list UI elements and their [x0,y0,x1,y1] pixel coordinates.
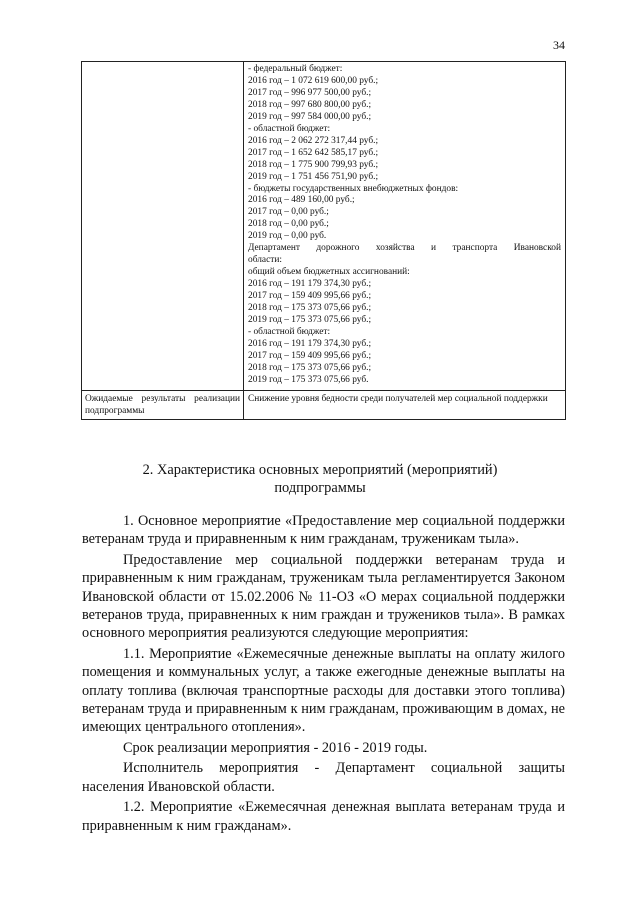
budget-line: 2017 год – 159 409 995,66 руб.; [248,291,372,302]
budget-line: - федеральный бюджет: [248,64,343,74]
expected-results-label-text: Ожидаемые результаты реализации подпрограммы [85,393,240,416]
budget-line: - бюджеты государственных внебюджетных фондов: [248,183,459,194]
budget-line: общий объем бюджетных ассигнований: [248,267,410,278]
expected-results-value [244,390,566,419]
table-row [82,390,566,419]
body-text [82,512,565,837]
budget-table [81,61,566,420]
budget-line: - областной бюджет: [248,326,331,337]
budget-line: 2017 год – 159 409 995,66 руб.; [248,350,372,361]
budget-line: области: [248,255,282,266]
paragraph: 1.2. Мероприятие «Ежемесячная денежная выплата ветеранам труда и приравненным к ним гражданам». [82,799,565,834]
budget-line: 2016 год – 191 179 374,30 руб.; [248,338,372,349]
budget-line: 2018 год – 1 775 900 799,93 руб.; [248,159,379,170]
paragraph: 1.1. Мероприятие «Ежемесячные денежные выплаты на оплату жилого помещения и коммунальных услуг, а также ежегодные денежные выплаты на оплату топлива (включая транспортные расходы для доставки этого топлива) ветеранам труда и приравненным к ним гражданам, проживающим в домах, не имеющих центрального отопления». [82,645,565,736]
budget-line: 2017 год – 996 977 500,00 руб.; [248,87,372,98]
paragraph: Предоставление мер социальной поддержки ветеранам труда и приравненным к ним гражданам, труженикам тыла регламентируется Законом Ивановской области от 15.02.2006 № 11-ОЗ «О мерах социальной поддержки ветеранов труда, приравненных к ним граждан и тружеников тыла». В рамках основного мероприятия реализуются следующие мероприятия: [82,551,565,642]
section-title [100,461,540,497]
budget-line: 2018 год – 175 373 075,66 руб.; [248,303,372,314]
budget-line: 2017 год – 0,00 руб.; [248,207,329,218]
page-number: 34 [553,38,565,52]
budget-line: 2019 год – 997 584 000,00 руб.; [248,111,372,122]
budget-line: 2016 год – 2 062 272 317,44 руб.; [248,135,379,146]
budget-line: 2018 год – 997 680 800,00 руб.; [248,99,372,110]
paragraph: Исполнитель мероприятия - Департамент социальной защиты населения Ивановской области. [82,760,565,795]
budget-line: 2019 год – 0,00 руб. [248,231,327,242]
budget-line: - областной бюджет: [248,123,331,134]
table-cell-empty [82,62,244,391]
budget-line: 2019 год – 175 373 075,66 руб.; [248,315,372,326]
expected-results-value-text: Снижение уровня бедности среди получателей мер социальной поддержки [248,393,548,404]
section-title-line: 2. Характеристика основных мероприятий (мероприятий) [142,462,498,478]
budget-line: 2017 год – 1 652 642 585,17 руб.; [248,147,379,158]
budget-cell [244,62,566,391]
budget-line: 2018 год – 0,00 руб.; [248,219,329,230]
table-row [82,62,566,391]
expected-results-label [82,390,244,419]
budget-line: 2016 год – 191 179 374,30 руб.; [248,279,372,290]
budget-line: Департамент дорожного хозяйства и транспорта Ивановской [248,243,561,254]
budget-line: 2018 год – 175 373 075,66 руб.; [248,362,372,373]
budget-line: 2016 год – 1 072 619 600,00 руб.; [248,75,379,86]
section-title-line: подпрограммы [274,480,366,496]
paragraph: 1. Основное мероприятие «Предоставление мер социальной поддержки ветеранам труда и приравненным к ним гражданам, труженикам тыла». [82,513,565,548]
budget-line: 2019 год – 1 751 456 751,90 руб.; [248,171,379,182]
budget-line: 2019 год – 175 373 075,66 руб. [248,374,369,385]
paragraph: Срок реализации мероприятия - 2016 - 2019 годы. [123,739,428,756]
budget-line: 2016 год – 489 160,00 руб.; [248,195,355,206]
